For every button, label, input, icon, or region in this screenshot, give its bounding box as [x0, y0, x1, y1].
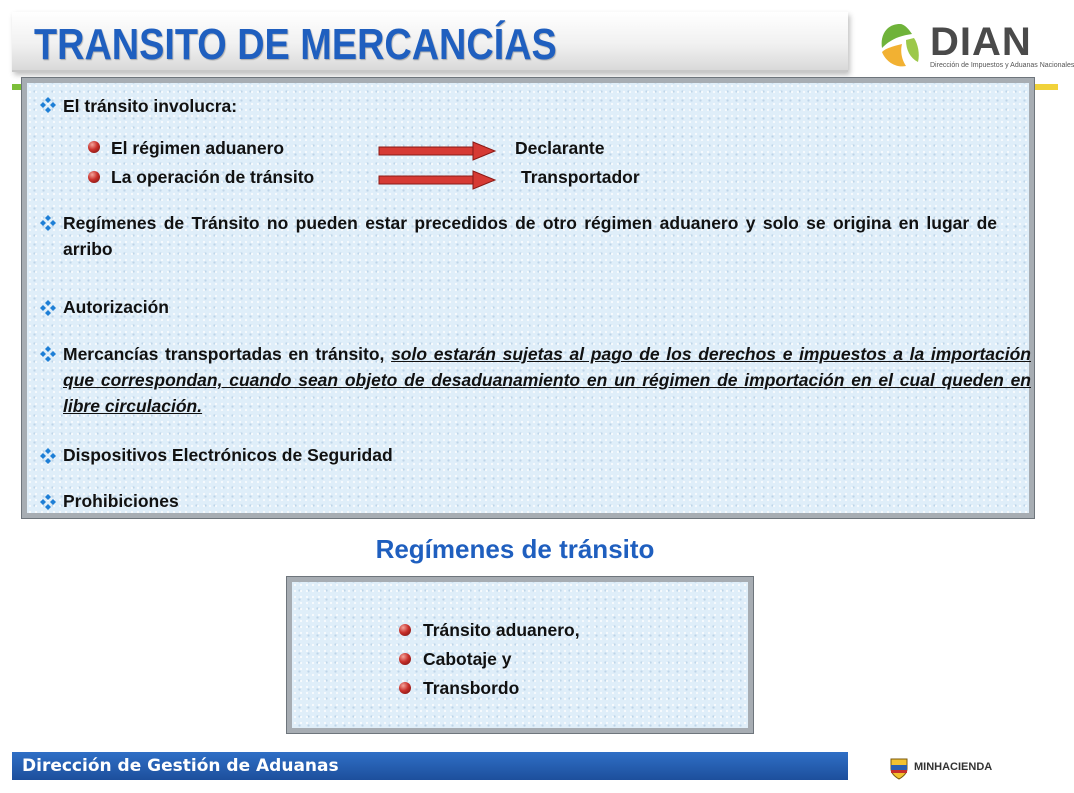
diamond-bullet-icon	[39, 299, 57, 317]
diamond-bullet-icon	[39, 447, 57, 465]
red-bullet-icon	[399, 653, 411, 665]
main-content-box	[22, 78, 1034, 518]
title-bar	[12, 12, 848, 72]
dian-logo-text: DIAN	[930, 20, 1032, 64]
goods-emphasis-text: solo estarán sujetas al pago de los derechos e impuestos a la importación que correspondan, cuando sean objeto de desaduanamiento en un régimen de importación en el cual queden en libre circulación.	[63, 344, 1031, 416]
point-security-devices: Dispositivos Electrónicos de Seguridad	[63, 445, 393, 465]
pair-left-1: El régimen aduanero	[111, 138, 285, 158]
diamond-bullet-icon	[39, 493, 57, 511]
regime-item: Tránsito aduanero,	[423, 620, 580, 640]
right-arrow-icon	[377, 170, 497, 190]
footer-bar	[12, 752, 848, 780]
red-bullet-icon	[88, 171, 100, 183]
diamond-bullet-icon	[39, 214, 57, 232]
point-prohibitions: Prohibiciones	[63, 491, 179, 511]
right-arrow-icon	[377, 141, 497, 161]
pair-right-1: Declarante	[515, 138, 605, 158]
footer-text: Dirección de Gestión de Aduanas	[22, 756, 339, 776]
diamond-bullet-icon	[39, 345, 57, 363]
regime-item: Transbordo	[423, 678, 520, 698]
coat-of-arms-icon	[888, 755, 910, 781]
dian-logo	[872, 18, 1074, 74]
diamond-bullet-icon	[39, 96, 57, 114]
point-goods-in-transit	[63, 341, 1031, 419]
minhacienda-logo	[884, 751, 1024, 785]
point-authorization: Autorización	[63, 297, 169, 317]
red-bullet-icon	[399, 624, 411, 636]
dian-emblem-icon	[872, 18, 928, 74]
goods-lead-text: Mercancías transportadas en tránsito,	[63, 344, 392, 364]
dian-logo-subtitle: Dirección de Impuestos y Aduanas Nacionales	[930, 62, 1074, 69]
red-bullet-icon	[88, 141, 100, 153]
page-title: TRANSITO DE MERCANCÍAS	[34, 20, 557, 69]
intro-text: El tránsito involucra:	[63, 96, 238, 116]
pair-left-2: La operación de tránsito	[111, 167, 315, 187]
point-no-precedence: Regímenes de Tránsito no pueden estar precedidos de otro régimen aduanero y solo se origina en lugar de arribo	[63, 213, 997, 259]
regimes-box	[287, 577, 753, 733]
minhacienda-logo-text: MINHACIENDA	[914, 761, 993, 773]
red-bullet-icon	[399, 682, 411, 694]
regime-item: Cabotaje y	[423, 649, 512, 669]
section-subtitle: Regímenes de tránsito	[375, 534, 655, 564]
pair-right-2: Transportador	[521, 167, 640, 187]
